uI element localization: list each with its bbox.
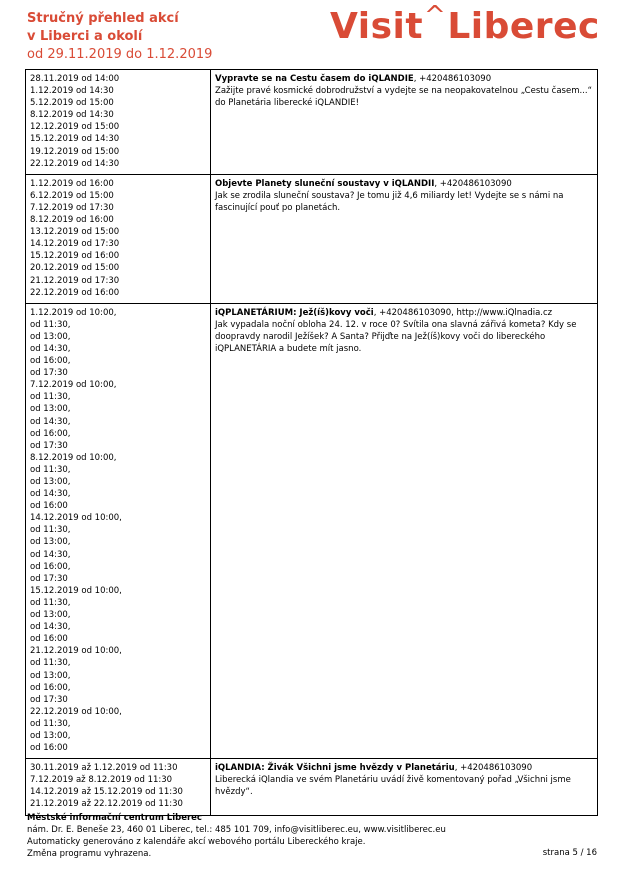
event-date: od 16:00, (30, 428, 71, 439)
event-date: 21.12.2019 až 22.12.2019 od 11:30 (30, 799, 183, 810)
event-title: Vypravte se na Cestu časem do iQLANDIE (215, 74, 414, 84)
event-date: od 14:30, (30, 489, 71, 500)
event-date: 22.12.2019 od 14:30 (30, 158, 120, 169)
event-description (211, 174, 598, 303)
event-date: 28.11.2019 od 14:00 (30, 74, 120, 84)
event-date: od 17:30 (30, 368, 68, 379)
event-text: Jak vypadala noční obloha 24. 12. v roce 0? Svítila ona slavná zářivá kometa? Kdy se doopravdy narodil Ježíšek? A Santa? Přijďte na Jež(íš)kovy voči do libereckého iQPLANETÁRIA a budete mít jasno. (215, 319, 577, 354)
event-dates (26, 303, 211, 758)
event-contact: , +420486103090, http://www.iQlnadia.cz (373, 307, 553, 318)
event-date: od 16:00, (30, 561, 71, 572)
event-contact: , +420486103090 (454, 763, 533, 774)
event-date: 6.12.2019 od 15:00 (30, 190, 114, 201)
event-heading (215, 762, 593, 774)
event-date: 7.12.2019 od 10:00, (30, 380, 117, 391)
event-date: od 16:00 (30, 743, 68, 754)
event-date: od 13:00, (30, 730, 71, 741)
event-date: od 11:30, (30, 392, 71, 403)
event-date: 21.12.2019 od 10:00, (30, 646, 122, 657)
event-date: 7.12.2019 až 8.12.2019 od 11:30 (30, 775, 173, 786)
footer-auto-note: Automaticky generováno z kalendáře akcí webového portálu Libereckého kraje. (27, 837, 366, 847)
event-date: 19.12.2019 od 15:00 (30, 146, 120, 157)
logo-caret: ^ (424, 1, 447, 31)
event-dates (26, 70, 211, 175)
header-date-range: od 29.11.2019 do 1.12.2019 (27, 47, 213, 62)
logo-text-visit: Visit (330, 6, 424, 47)
header-title-block (27, 10, 212, 64)
event-date: od 11:30, (30, 658, 71, 669)
event-date: 1.12.2019 od 16:00 (30, 178, 114, 189)
event-date: 21.12.2019 od 17:30 (30, 275, 120, 286)
events-table (25, 69, 598, 816)
footer-address: nám. Dr. E. Beneše 23, 460 01 Liberec, tel.: 485 101 709, info@visitliberec.eu, www.visitliberec.eu (27, 825, 446, 835)
event-date: 13.12.2019 od 15:00 (30, 227, 120, 238)
header-title-line1: Stručný přehled akcí (27, 11, 179, 26)
event-date: od 16:00, (30, 682, 71, 693)
event-date: 14.12.2019 od 17:30 (30, 239, 120, 250)
event-date: 1.12.2019 od 14:30 (30, 86, 114, 97)
event-date: 8.12.2019 od 16:00 (30, 215, 114, 226)
event-title: iQPLANETÁRIUM: Jež(íš)kovy voči (215, 307, 374, 318)
event-date: 14.12.2019 od 10:00, (30, 513, 122, 524)
event-date: od 13:00, (30, 537, 71, 548)
event-date: od 11:30, (30, 597, 71, 608)
event-heading (215, 178, 593, 190)
event-date: od 13:00, (30, 477, 71, 487)
logo-text-liberec: Liberec (447, 6, 600, 47)
event-text: Jak se zrodila sluneční soustava? Je tomu již 4,6 miliardy let! Vydejte se s námi na fascinující pouť po planetách. (215, 190, 564, 213)
event-date: 22.12.2019 od 16:00 (30, 287, 120, 298)
event-date: 30.11.2019 až 1.12.2019 od 11:30 (30, 763, 178, 774)
event-date: 15.12.2019 od 10:00, (30, 585, 122, 596)
page-number: strana 5 / 16 (542, 848, 597, 858)
event-date: od 16:00 (30, 634, 68, 645)
event-title: Objevte Planety sluneční soustavy v iQLANDII (215, 178, 435, 189)
event-date: od 13:00, (30, 331, 71, 342)
event-row (26, 70, 598, 175)
event-contact: , +420486103090 (413, 74, 492, 84)
event-dates (26, 174, 211, 303)
event-date: 7.12.2019 od 17:30 (30, 202, 114, 213)
event-date: od 13:00, (30, 610, 71, 621)
event-date: od 16:00 (30, 501, 68, 512)
event-row (26, 174, 598, 303)
event-heading (215, 73, 593, 85)
footer (27, 812, 446, 860)
event-date: od 14:30, (30, 622, 71, 633)
event-date: 15.12.2019 od 14:30 (30, 134, 120, 145)
event-date: od 17:30 (30, 694, 68, 705)
event-date: od 13:00, (30, 404, 71, 415)
event-date: od 14:30, (30, 343, 71, 354)
event-date: od 11:30, (30, 319, 71, 330)
event-row (26, 759, 598, 815)
event-text: Zažijte pravé kosmické dobrodružství a vydejte se na neopakovatelnou „Cestu časem...“ do Planetária liberecké iQLANDIE! (215, 86, 592, 108)
event-date: od 14:30, (30, 549, 71, 560)
footer-org: Městské informační centrum Liberec (27, 813, 202, 823)
event-description (211, 70, 598, 175)
event-date: 15.12.2019 od 16:00 (30, 251, 120, 262)
event-dates (26, 759, 211, 815)
footer-change-note: Změna programu vyhrazena. (27, 849, 152, 859)
event-date: od 11:30, (30, 718, 71, 729)
event-date: od 14:30, (30, 416, 71, 427)
event-date: od 11:30, (30, 464, 71, 475)
event-date: od 17:30 (30, 440, 68, 451)
event-date: 1.12.2019 od 10:00, (30, 307, 117, 318)
event-date: 8.12.2019 od 14:30 (30, 110, 114, 121)
event-date: od 11:30, (30, 525, 71, 536)
event-date: 14.12.2019 až 15.12.2019 od 11:30 (30, 787, 183, 798)
event-date: od 16:00, (30, 356, 71, 367)
event-heading (215, 307, 593, 319)
event-date: 20.12.2019 od 15:00 (30, 263, 120, 274)
visitliberec-logo (330, 1, 600, 47)
event-date: od 13:00, (30, 670, 71, 681)
event-text: Liberecká iQlandia ve svém Planetáriu uvádí živě komentovaný pořad „Všichni jsme hvězdy“. (215, 775, 571, 798)
event-description (211, 303, 598, 758)
event-date: 22.12.2019 od 10:00, (30, 706, 122, 717)
event-date: 8.12.2019 od 10:00, (30, 452, 117, 463)
event-description (211, 759, 598, 815)
event-date: 5.12.2019 od 15:00 (30, 98, 114, 109)
event-row (26, 303, 598, 758)
event-date: od 17:30 (30, 573, 68, 584)
event-date: 12.12.2019 od 15:00 (30, 122, 120, 133)
header-title-line2: v Liberci a okolí (27, 29, 143, 44)
event-contact: , +420486103090 (434, 178, 512, 189)
event-title: iQLANDIA: Živák Všichni jsme hvězdy v Planetáriu (215, 763, 455, 774)
